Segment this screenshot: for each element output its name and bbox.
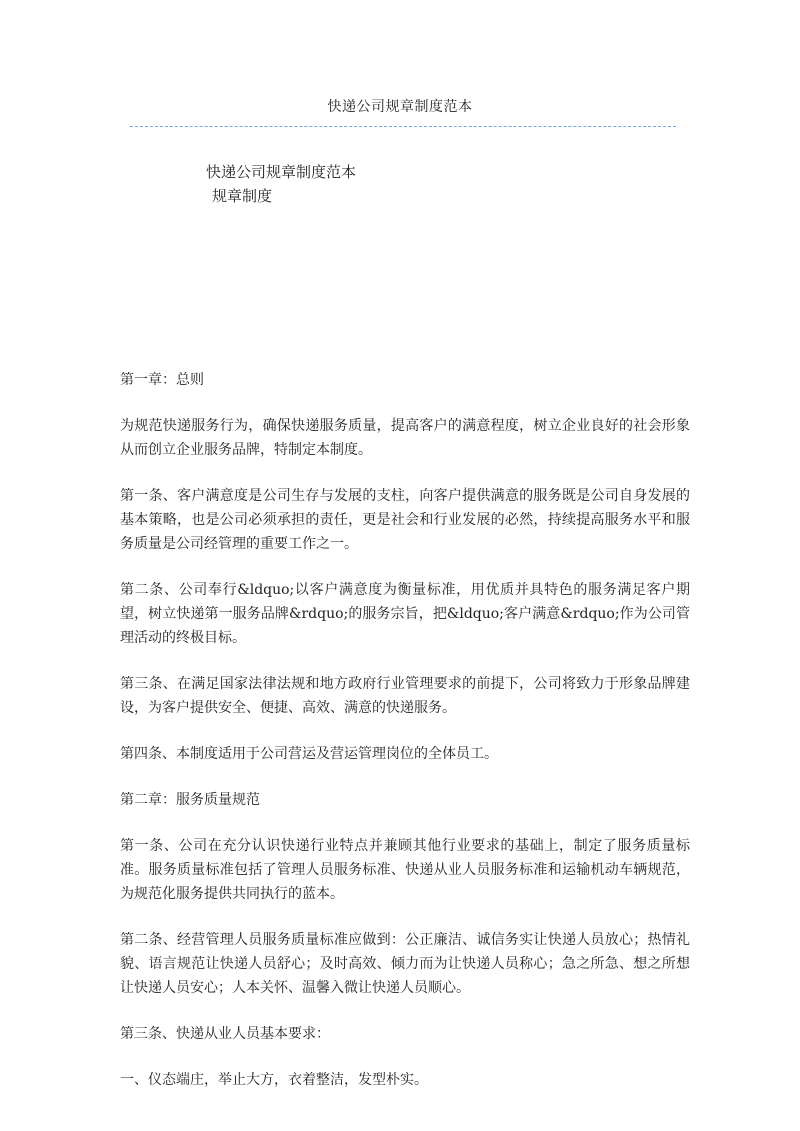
document-subtitle	[206, 160, 356, 208]
chapter-heading: 第一章：总则	[120, 372, 204, 388]
paragraph: 第一条、公司在充分认识快递行业特点并兼顾其他行业要求的基础上，制定了服务质量标准。服务质量标准包括了管理人员服务标准、快递从业人员服务标准和运输机动车辆规范，为规范化服务提供共同执行的蓝本。	[120, 838, 690, 902]
paragraph: 第二条、公司奉行&ldquo;以客户满意度为衡量标准，用优质并具特色的服务满足客户期望，树立快递第一服务品牌&rdquo;的服务宗旨，把&ldquo;客户满意&rdquo;作为公司管理活动的终极目标。	[120, 582, 690, 646]
paragraph: 第四条、本制度适用于公司营运及营运管理岗位的全体员工。	[120, 746, 498, 762]
paragraph: 一、仪态端庄，举止大方，衣着整洁，发型朴实。	[120, 1072, 428, 1088]
paragraph: 第三条、在满足国家法律法规和地方政府行业管理要求的前提下，公司将致力于形象品牌建设，为客户提供安全、便捷、高效、满意的快递服务。	[120, 676, 690, 716]
header-title: 快递公司规章制度范本	[327, 99, 473, 115]
header-divider	[130, 126, 676, 127]
document-body	[120, 368, 690, 1114]
subtitle-line-1: 快递公司规章制度范本	[206, 163, 357, 181]
subtitle-line-2: 规章制度	[212, 187, 273, 205]
paragraph: 第一条、客户满意度是公司生存与发展的支柱，向客户提供满意的服务既是公司自身发展的基本策略，也是公司必须承担的责任，更是社会和行业发展的必然，持续提高服务水平和服务质量是公司经管理的重要工作之一。	[120, 488, 690, 552]
paragraph: 第二条、经营管理人员服务质量标准应做到：公正廉洁、诚信务实让快递人员放心；热情礼貌、语言规范让快递人员舒心；及时高效、倾力而为让快递人员称心；急之所急、想之所想让快递人员安心；人本关怀、温馨入微让快递人员顺心。	[120, 932, 690, 996]
chapter-heading: 第二章：服务质量规范	[120, 792, 260, 808]
paragraph: 为规范快递服务行为，确保快递服务质量，提高客户的满意程度，树立企业良好的社会形象从而创立企业服务品牌，特制定本制度。	[120, 418, 690, 458]
paragraph: 第三条、快递从业人员基本要求：	[120, 1026, 330, 1042]
